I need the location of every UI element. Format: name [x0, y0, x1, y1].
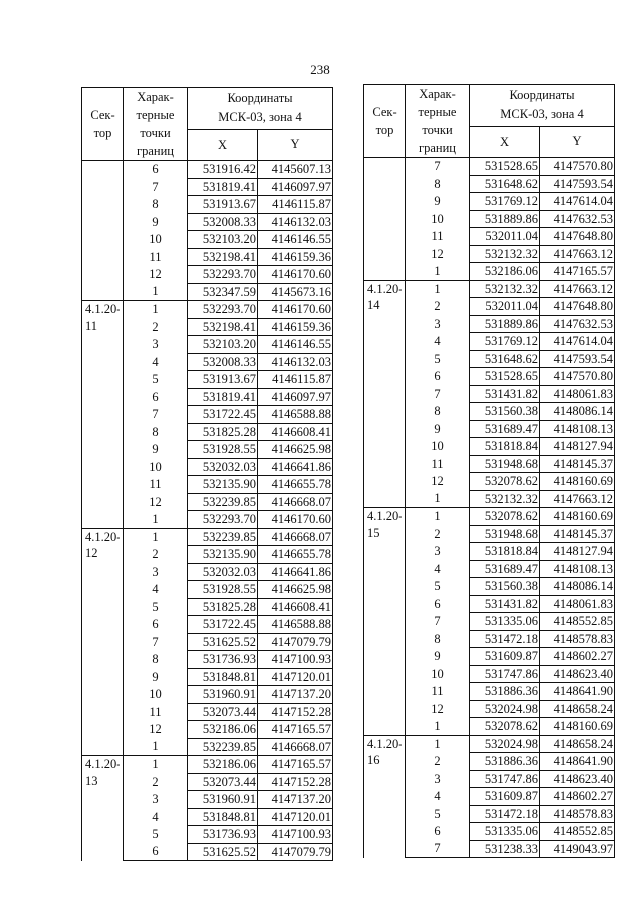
point-number-cell: 8 [124, 423, 188, 441]
y-coordinate-cell: 4148145.37 [540, 525, 615, 543]
header-points: Харак- терные точки границ [124, 88, 188, 161]
y-coordinate-cell: 4148658.24 [540, 735, 615, 753]
header-coordinates: Координаты МСК-03, зона 4 [188, 88, 333, 130]
point-number-cell: 12 [406, 700, 470, 718]
x-coordinate-cell: 531825.28 [188, 423, 258, 441]
point-number-cell: 3 [406, 315, 470, 333]
y-coordinate-cell: 4146655.78 [258, 546, 333, 564]
y-coordinate-cell: 4147120.01 [258, 668, 333, 686]
y-coordinate-cell: 4146641.86 [258, 458, 333, 476]
y-coordinate-cell: 4146159.36 [258, 248, 333, 266]
x-coordinate-cell: 531736.93 [188, 651, 258, 669]
point-number-cell: 10 [406, 210, 470, 228]
point-number-cell: 5 [406, 350, 470, 368]
y-coordinate-cell: 4147593.54 [540, 350, 615, 368]
y-coordinate-cell: 4147632.53 [540, 315, 615, 333]
point-number-cell: 7 [124, 633, 188, 651]
x-coordinate-cell: 532347.59 [188, 283, 258, 301]
point-number-cell: 6 [124, 616, 188, 634]
x-coordinate-cell: 532008.33 [188, 213, 258, 231]
point-number-cell: 7 [406, 840, 470, 858]
point-number-cell: 5 [406, 578, 470, 596]
point-number-cell: 4 [406, 788, 470, 806]
point-number-cell: 12 [406, 473, 470, 491]
x-coordinate-cell: 531916.42 [188, 161, 258, 179]
point-number-cell: 6 [124, 843, 188, 861]
x-coordinate-cell: 531609.87 [470, 788, 540, 806]
x-coordinate-cell: 532239.85 [188, 493, 258, 511]
point-number-cell: 2 [124, 318, 188, 336]
point-number-cell: 1 [124, 528, 188, 546]
point-number-cell: 12 [124, 266, 188, 284]
y-coordinate-cell: 4148552.85 [540, 823, 615, 841]
x-coordinate-cell: 531431.82 [470, 385, 540, 403]
x-coordinate-cell: 531960.91 [188, 791, 258, 809]
y-coordinate-cell: 4147570.80 [540, 368, 615, 386]
y-coordinate-cell: 4148602.27 [540, 788, 615, 806]
y-coordinate-cell: 4148061.83 [540, 595, 615, 613]
x-coordinate-cell: 531528.65 [470, 158, 540, 176]
x-coordinate-cell: 532073.44 [188, 773, 258, 791]
y-coordinate-cell: 4148623.40 [540, 770, 615, 788]
y-coordinate-cell: 4146625.98 [258, 581, 333, 599]
x-coordinate-cell: 532132.32 [470, 280, 540, 298]
point-number-cell: 1 [406, 735, 470, 753]
y-coordinate-cell: 4148623.40 [540, 665, 615, 683]
point-number-cell: 11 [406, 455, 470, 473]
point-number-cell: 10 [124, 686, 188, 704]
y-coordinate-cell: 4148578.83 [540, 805, 615, 823]
y-coordinate-cell: 4147663.12 [540, 490, 615, 508]
point-number-cell: 6 [124, 161, 188, 179]
x-coordinate-cell: 532103.20 [188, 231, 258, 249]
x-coordinate-cell: 532011.04 [470, 298, 540, 316]
x-coordinate-cell: 531886.36 [470, 753, 540, 771]
point-number-cell: 1 [406, 280, 470, 298]
x-coordinate-cell: 532011.04 [470, 228, 540, 246]
point-number-cell: 5 [124, 371, 188, 389]
y-coordinate-cell: 4148061.83 [540, 385, 615, 403]
x-coordinate-cell: 532024.98 [470, 735, 540, 753]
point-number-cell: 10 [124, 231, 188, 249]
y-coordinate-cell: 4145607.13 [258, 161, 333, 179]
x-coordinate-cell: 531913.67 [188, 196, 258, 214]
point-number-cell: 4 [124, 808, 188, 826]
x-coordinate-cell: 532186.06 [188, 721, 258, 739]
point-number-cell: 1 [124, 283, 188, 301]
page-number: 238 [310, 62, 330, 77]
x-coordinate-cell: 532024.98 [470, 700, 540, 718]
y-coordinate-cell: 4148641.90 [540, 753, 615, 771]
y-coordinate-cell: 4148127.94 [540, 438, 615, 456]
y-coordinate-cell: 4149043.97 [540, 840, 615, 858]
y-coordinate-cell: 4148127.94 [540, 543, 615, 561]
x-coordinate-cell: 531528.65 [470, 368, 540, 386]
y-coordinate-cell: 4146668.07 [258, 528, 333, 546]
x-coordinate-cell: 532008.33 [188, 353, 258, 371]
point-number-cell: 11 [124, 248, 188, 266]
x-coordinate-cell: 532135.90 [188, 476, 258, 494]
sector-cell [364, 158, 406, 281]
y-coordinate-cell: 4147079.79 [258, 843, 333, 861]
x-coordinate-cell: 532293.70 [188, 301, 258, 319]
point-number-cell: 9 [406, 193, 470, 211]
table-body [364, 158, 615, 858]
point-number-cell: 2 [406, 525, 470, 543]
point-number-cell: 1 [124, 738, 188, 756]
x-coordinate-cell: 531819.41 [188, 178, 258, 196]
point-number-cell: 1 [406, 490, 470, 508]
y-coordinate-cell: 4146170.60 [258, 511, 333, 529]
y-coordinate-cell: 4146668.07 [258, 738, 333, 756]
x-coordinate-cell: 531928.55 [188, 441, 258, 459]
y-coordinate-cell: 4147648.80 [540, 298, 615, 316]
y-coordinate-cell: 4147100.93 [258, 826, 333, 844]
point-number-cell: 3 [406, 543, 470, 561]
point-number-cell: 11 [124, 476, 188, 494]
header-coordinates: Координаты МСК-03, зона 4 [470, 85, 615, 127]
point-number-cell: 7 [124, 178, 188, 196]
x-coordinate-cell: 531625.52 [188, 633, 258, 651]
y-coordinate-cell: 4148108.13 [540, 420, 615, 438]
y-coordinate-cell: 4147570.80 [540, 158, 615, 176]
y-coordinate-cell: 4146170.60 [258, 301, 333, 319]
point-number-cell: 4 [124, 581, 188, 599]
y-coordinate-cell: 4148160.69 [540, 473, 615, 491]
sector-cell [82, 161, 124, 301]
coordinates-table-left [81, 87, 333, 861]
x-coordinate-cell: 532198.41 [188, 248, 258, 266]
point-number-cell: 3 [124, 563, 188, 581]
header-y: Y [258, 129, 333, 160]
y-coordinate-cell: 4146132.03 [258, 213, 333, 231]
x-coordinate-cell: 531722.45 [188, 406, 258, 424]
point-number-cell: 7 [124, 406, 188, 424]
x-coordinate-cell: 531609.87 [470, 648, 540, 666]
point-number-cell: 1 [124, 301, 188, 319]
point-number-cell: 10 [124, 458, 188, 476]
y-coordinate-cell: 4147079.79 [258, 633, 333, 651]
y-coordinate-cell: 4146097.97 [258, 178, 333, 196]
point-number-cell: 3 [406, 770, 470, 788]
table-row [82, 161, 333, 179]
point-number-cell: 4 [406, 560, 470, 578]
x-coordinate-cell: 532132.32 [470, 245, 540, 263]
x-coordinate-cell: 531431.82 [470, 595, 540, 613]
x-coordinate-cell: 531689.47 [470, 420, 540, 438]
x-coordinate-cell: 531819.41 [188, 388, 258, 406]
x-coordinate-cell: 532073.44 [188, 703, 258, 721]
x-coordinate-cell: 531848.81 [188, 808, 258, 826]
point-number-cell: 11 [406, 228, 470, 246]
y-coordinate-cell: 4148658.24 [540, 700, 615, 718]
y-coordinate-cell: 4148160.69 [540, 718, 615, 736]
point-number-cell: 2 [406, 298, 470, 316]
point-number-cell: 9 [406, 648, 470, 666]
y-coordinate-cell: 4147614.04 [540, 193, 615, 211]
point-number-cell: 7 [406, 385, 470, 403]
y-coordinate-cell: 4147165.57 [258, 721, 333, 739]
header-sector: Сек- тор [364, 85, 406, 158]
point-number-cell: 11 [124, 703, 188, 721]
point-number-cell: 9 [406, 420, 470, 438]
point-number-cell: 8 [406, 175, 470, 193]
x-coordinate-cell: 531560.38 [470, 403, 540, 421]
point-number-cell: 2 [406, 753, 470, 771]
x-coordinate-cell: 531960.91 [188, 686, 258, 704]
point-number-cell: 8 [124, 651, 188, 669]
x-coordinate-cell: 532239.85 [188, 738, 258, 756]
y-coordinate-cell: 4146608.41 [258, 598, 333, 616]
x-coordinate-cell: 532078.62 [470, 508, 540, 526]
y-coordinate-cell: 4147632.53 [540, 210, 615, 228]
x-coordinate-cell: 532239.85 [188, 528, 258, 546]
point-number-cell: 7 [406, 613, 470, 631]
x-coordinate-cell: 531848.81 [188, 668, 258, 686]
y-coordinate-cell: 4146625.98 [258, 441, 333, 459]
x-coordinate-cell: 532132.32 [470, 490, 540, 508]
x-coordinate-cell: 531769.12 [470, 193, 540, 211]
point-number-cell: 1 [406, 263, 470, 281]
x-coordinate-cell: 531335.06 [470, 823, 540, 841]
y-coordinate-cell: 4146588.88 [258, 406, 333, 424]
table-row [364, 735, 615, 753]
point-number-cell: 1 [406, 718, 470, 736]
point-number-cell: 6 [406, 368, 470, 386]
x-coordinate-cell: 531769.12 [470, 333, 540, 351]
sector-cell: 4.1.20- 11 [82, 301, 124, 529]
y-coordinate-cell: 4148108.13 [540, 560, 615, 578]
x-coordinate-cell: 531818.84 [470, 543, 540, 561]
x-coordinate-cell: 532078.62 [470, 718, 540, 736]
x-coordinate-cell: 532103.20 [188, 336, 258, 354]
point-number-cell: 5 [124, 598, 188, 616]
table-row [82, 528, 333, 546]
x-coordinate-cell: 531747.86 [470, 665, 540, 683]
x-coordinate-cell: 531689.47 [470, 560, 540, 578]
point-number-cell: 5 [406, 805, 470, 823]
x-coordinate-cell: 531722.45 [188, 616, 258, 634]
x-coordinate-cell: 531560.38 [470, 578, 540, 596]
x-coordinate-cell: 532293.70 [188, 511, 258, 529]
point-number-cell: 3 [124, 791, 188, 809]
point-number-cell: 9 [124, 213, 188, 231]
x-coordinate-cell: 531889.86 [470, 210, 540, 228]
y-coordinate-cell: 4146097.97 [258, 388, 333, 406]
sector-cell: 4.1.20- 13 [82, 756, 124, 861]
point-number-cell: 10 [406, 665, 470, 683]
x-coordinate-cell: 532198.41 [188, 318, 258, 336]
point-number-cell: 1 [406, 508, 470, 526]
table-row [364, 508, 615, 526]
y-coordinate-cell: 4147165.57 [258, 756, 333, 774]
y-coordinate-cell: 4147120.01 [258, 808, 333, 826]
point-number-cell: 4 [406, 333, 470, 351]
table-row [364, 280, 615, 298]
point-number-cell: 9 [124, 668, 188, 686]
x-coordinate-cell: 532135.90 [188, 546, 258, 564]
point-number-cell: 5 [124, 826, 188, 844]
point-number-cell: 12 [124, 721, 188, 739]
point-number-cell: 2 [124, 773, 188, 791]
header-points: Харак- терные точки границ [406, 85, 470, 158]
x-coordinate-cell: 531948.68 [470, 525, 540, 543]
y-coordinate-cell: 4146115.87 [258, 196, 333, 214]
header-x: X [188, 129, 258, 160]
point-number-cell: 8 [406, 630, 470, 648]
x-coordinate-cell: 531472.18 [470, 630, 540, 648]
sector-cell: 4.1.20- 16 [364, 735, 406, 858]
y-coordinate-cell: 4146608.41 [258, 423, 333, 441]
y-coordinate-cell: 4147593.54 [540, 175, 615, 193]
y-coordinate-cell: 4148552.85 [540, 613, 615, 631]
y-coordinate-cell: 4147152.28 [258, 773, 333, 791]
y-coordinate-cell: 4148086.14 [540, 578, 615, 596]
point-number-cell: 6 [124, 388, 188, 406]
x-coordinate-cell: 531825.28 [188, 598, 258, 616]
y-coordinate-cell: 4148578.83 [540, 630, 615, 648]
y-coordinate-cell: 4146655.78 [258, 476, 333, 494]
y-coordinate-cell: 4147100.93 [258, 651, 333, 669]
x-coordinate-cell: 531238.33 [470, 840, 540, 858]
y-coordinate-cell: 4146668.07 [258, 493, 333, 511]
point-number-cell: 12 [124, 493, 188, 511]
y-coordinate-cell: 4148641.90 [540, 683, 615, 701]
y-coordinate-cell: 4146115.87 [258, 371, 333, 389]
header-sector: Сек- тор [82, 88, 124, 161]
point-number-cell: 1 [124, 511, 188, 529]
y-coordinate-cell: 4146641.86 [258, 563, 333, 581]
y-coordinate-cell: 4148602.27 [540, 648, 615, 666]
y-coordinate-cell: 4148086.14 [540, 403, 615, 421]
point-number-cell: 8 [406, 403, 470, 421]
x-coordinate-cell: 531889.86 [470, 315, 540, 333]
y-coordinate-cell: 4147165.57 [540, 263, 615, 281]
x-coordinate-cell: 531736.93 [188, 826, 258, 844]
coordinates-table-right [363, 84, 615, 858]
x-coordinate-cell: 532078.62 [470, 473, 540, 491]
header-y: Y [540, 126, 615, 157]
point-number-cell: 8 [124, 196, 188, 214]
point-number-cell: 9 [124, 441, 188, 459]
table-row [364, 158, 615, 176]
x-coordinate-cell: 531648.62 [470, 350, 540, 368]
y-coordinate-cell: 4147663.12 [540, 245, 615, 263]
x-coordinate-cell: 532186.06 [470, 263, 540, 281]
y-coordinate-cell: 4147648.80 [540, 228, 615, 246]
y-coordinate-cell: 4146146.55 [258, 231, 333, 249]
x-coordinate-cell: 531335.06 [470, 613, 540, 631]
y-coordinate-cell: 4146170.60 [258, 266, 333, 284]
x-coordinate-cell: 532293.70 [188, 266, 258, 284]
y-coordinate-cell: 4147614.04 [540, 333, 615, 351]
sector-cell: 4.1.20- 14 [364, 280, 406, 508]
y-coordinate-cell: 4146159.36 [258, 318, 333, 336]
x-coordinate-cell: 531747.86 [470, 770, 540, 788]
y-coordinate-cell: 4148160.69 [540, 508, 615, 526]
x-coordinate-cell: 532186.06 [188, 756, 258, 774]
point-number-cell: 11 [406, 683, 470, 701]
x-coordinate-cell: 532032.03 [188, 563, 258, 581]
x-coordinate-cell: 532032.03 [188, 458, 258, 476]
header-x: X [470, 126, 540, 157]
y-coordinate-cell: 4147663.12 [540, 280, 615, 298]
point-number-cell: 2 [124, 546, 188, 564]
y-coordinate-cell: 4146132.03 [258, 353, 333, 371]
point-number-cell: 3 [124, 336, 188, 354]
y-coordinate-cell: 4146588.88 [258, 616, 333, 634]
x-coordinate-cell: 531948.68 [470, 455, 540, 473]
x-coordinate-cell: 531913.67 [188, 371, 258, 389]
point-number-cell: 6 [406, 823, 470, 841]
point-number-cell: 12 [406, 245, 470, 263]
x-coordinate-cell: 531648.62 [470, 175, 540, 193]
point-number-cell: 7 [406, 158, 470, 176]
x-coordinate-cell: 531886.36 [470, 683, 540, 701]
y-coordinate-cell: 4147137.20 [258, 791, 333, 809]
table-body [82, 161, 333, 861]
y-coordinate-cell: 4146146.55 [258, 336, 333, 354]
y-coordinate-cell: 4147152.28 [258, 703, 333, 721]
y-coordinate-cell: 4145673.16 [258, 283, 333, 301]
sector-cell: 4.1.20- 12 [82, 528, 124, 756]
point-number-cell: 6 [406, 595, 470, 613]
x-coordinate-cell: 531928.55 [188, 581, 258, 599]
sector-cell: 4.1.20- 15 [364, 508, 406, 736]
table-row [82, 756, 333, 774]
x-coordinate-cell: 531472.18 [470, 805, 540, 823]
x-coordinate-cell: 531625.52 [188, 843, 258, 861]
point-number-cell: 10 [406, 438, 470, 456]
y-coordinate-cell: 4148145.37 [540, 455, 615, 473]
x-coordinate-cell: 531818.84 [470, 438, 540, 456]
table-row [82, 301, 333, 319]
point-number-cell: 4 [124, 353, 188, 371]
point-number-cell: 1 [124, 756, 188, 774]
y-coordinate-cell: 4147137.20 [258, 686, 333, 704]
